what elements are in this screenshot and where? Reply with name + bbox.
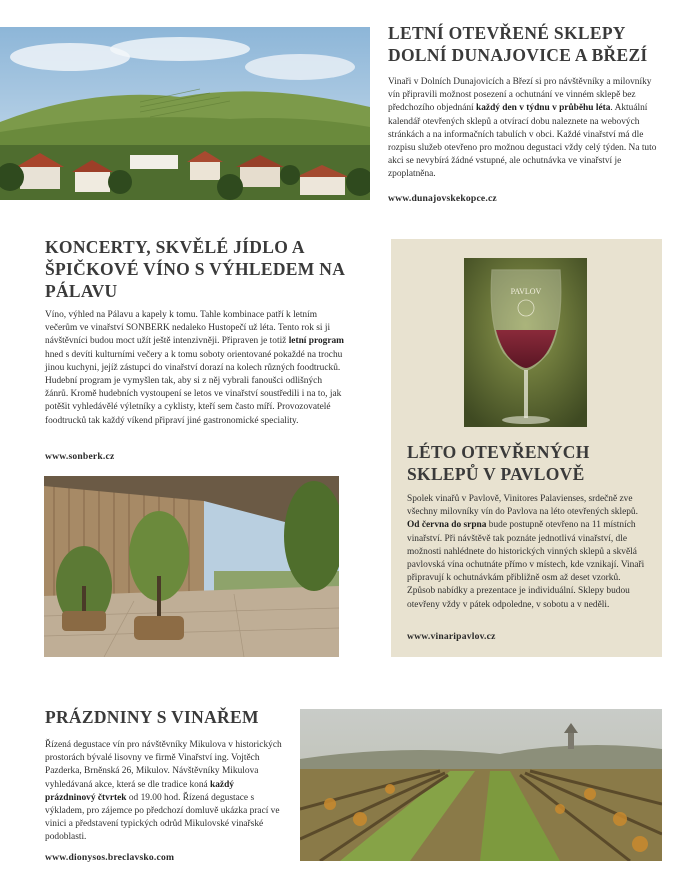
section-text-prazdniny: Řízená degustace vín pro návštěvníky Mikulova v historických prostorách bývalé lisovny ve firmě Vinařství ing. Vojtěch Pazderka, Brněnská 26, Mikulov. Návštěvníky Mikulova vyhledávaná akce, která se dle tradice koná každý prázdninový čtvrtek od 19.00 hod. Řízená degustace s výkladem, pro zájemce po předchozí domluvě ukázka prací ve vinici a představení typických odrůd Mikulovské vinařské podoblasti. [45,740,282,843]
glass-label: PAVLOV [510,287,542,296]
village-vineyard-photo [0,27,370,200]
link-dunajovskekopce[interactable]: www.dunajovskekopce.cz [388,193,497,204]
link-sonberk[interactable]: www.sonberk.cz [45,451,115,462]
section-heading-dunajovice: LETNÍ OTEVŘENÉ SKLEPY DOLNÍ DUNAJOVICE A BŘEZÍ [388,23,648,65]
winery-terrace-photo [44,476,339,657]
vineyard-rows-photo [300,709,662,861]
wine-glass-photo [464,258,587,427]
section-text-sonberk: Víno, výhled na Pálavu a kapely k tomu. Tahle kombinace patří k letním večerům ve vinařství SONBERK nedaleko Hustopečí už léta. Tento rok si ji návštěvníci budou moct užít ještě intenzivněji. Připraven je totiž letní program hned s devíti kulturními večery a k tomu soboty orientované pokaždé na trochu jinou kuchyni, jejíž zástupci do vinařství dorazí na kolech různých foodtrucků. Hudební program je vymyšlen tak, aby si z něj vybrali fanoušci odlišných žánrů. Kromě hudebních vystoupení se letos ve vinařství soustředili i na to, jak potěšit vyhledávělé výletníky a cyklisty, kteří sem často míří. Provozovatelé foodtrucků tak každý víkend připraví jiné gastronomické speciality. [45,310,344,426]
section-heading-pavlov: LÉTO OTEVŘENÝCH SKLEPŮ V PAVLOVĚ [407,442,590,484]
section-text-pavlov: Spolek vinařů v Pavlově, Vinitores Palavienses, srdečně zve všechny milovníky vín do Pavlova na léto otevřených sklepů. Od června do srpna bude postupně otevřeno na 11 místních vinařství. Při návštěvě tak poznáte jednotlivá vinařství, dle možnosti nahlédnete do historických vinných sklepů a skvělá pavlovská vína ochutnáte přímo v místech, kde vznikají. Vinaři připravují k ochutnávkám přibližně osm až deset vzorků. Způsob nabídky a prezentace je individuální. Sklepy budou otevřeny vždy v pátek odpoledne, v sobotu a v neděli. [407,494,645,610]
section-heading-sonberk: KONCERTY, SKVĚLÉ JÍDLO A ŠPIČKOVÉ VÍNO S VÝHLEDEM NA PÁLAVU [45,237,345,301]
section-text-dunajovice: Vinaři v Dolních Dunajovicích a Březí si pro návštěvníky a milovníky vín připravili možnost posezení a ochutnání ve vinném sklepě bez předchozího objednání každý den v týdnu v průběhu léta. Aktuální kalendář otevřených sklepů a otvírací dobu naleznete na webových stránkách a na informačních tabulích v obci. Každé vinařství má dle rozpisu služeb otevřeno pro možnou degustaci vždy celý týden. Na tuto akci se nevybírá žádné vstupné, ale ochutnávka ve vinařství je zpoplatněna. [388,77,657,180]
link-vinaripavlov[interactable]: www.vinaripavlov.cz [407,631,496,642]
link-dionysos[interactable]: www.dionysos.breclavsko.com [45,852,175,863]
section-heading-prazdniny: PRÁZDNINY S VINAŘEM [45,707,259,727]
